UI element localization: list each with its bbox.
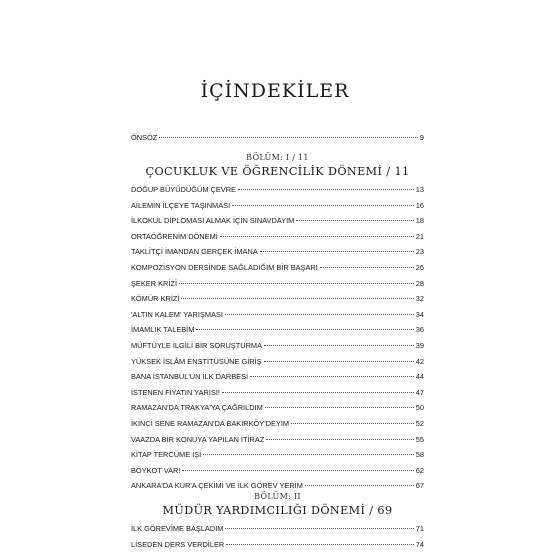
entry-page: 58 bbox=[415, 450, 424, 460]
dot-leader bbox=[265, 407, 414, 408]
toc-entry bbox=[131, 276, 424, 292]
toc-entry bbox=[131, 463, 424, 479]
dot-leader bbox=[203, 454, 414, 455]
dot-leader bbox=[250, 376, 414, 377]
dot-leader bbox=[179, 283, 414, 284]
section-label: BÖLÜM: II bbox=[254, 492, 301, 501]
page-title: İÇİNDEKİLER bbox=[200, 80, 350, 102]
dot-leader bbox=[264, 345, 414, 346]
entry-title: DOĞUP BÜYÜDÜĞÜM ÇEVRE bbox=[131, 185, 236, 194]
entry-page: 34 bbox=[415, 309, 424, 319]
entry-title: BOYKOT VAR! bbox=[131, 465, 181, 475]
entry-page: 44 bbox=[415, 372, 424, 382]
entry-title: VAAZDA BİR KONUYA YAPILAN İTİRAZ bbox=[131, 434, 265, 444]
toc-entry bbox=[131, 354, 424, 370]
section-heading: MÜDÜR YARDIMCILIĞI DÖNEMİ / 69 bbox=[162, 504, 393, 517]
section-entries bbox=[131, 521, 424, 552]
entry-title: ŞEKER KRİZİ bbox=[131, 278, 177, 288]
toc-entry bbox=[131, 198, 424, 214]
entry-page: 13 bbox=[415, 185, 424, 194]
dot-leader bbox=[226, 544, 414, 545]
toc-entry bbox=[131, 385, 424, 401]
toc-entry bbox=[131, 416, 424, 432]
toc-entry bbox=[131, 369, 424, 385]
dot-leader bbox=[222, 392, 414, 393]
dot-leader bbox=[220, 236, 414, 237]
toc-entry bbox=[131, 338, 424, 354]
entry-title: KÖMÜR KRİZİ bbox=[131, 294, 180, 304]
section-2 bbox=[131, 491, 424, 552]
toc-entry bbox=[131, 260, 424, 276]
toc-entry bbox=[131, 307, 424, 323]
entry-title: RAMAZAN'DA TRAKYA'YA ÇAĞRILDIM bbox=[131, 403, 263, 413]
entry-title: 'ALTIN KALEM' YARIŞMASI bbox=[131, 309, 223, 319]
dot-leader bbox=[181, 298, 413, 299]
dot-leader bbox=[182, 470, 413, 471]
entry-title: ANKARA'DA KUR'A ÇEKİMİ VE İLK GÖREV YERİM bbox=[131, 481, 303, 491]
section-heading: ÇOCUKLUK VE ÖĞRENCİLİK DÖNEMİ / 11 bbox=[145, 165, 410, 178]
toc-entry bbox=[131, 291, 424, 307]
entry-page: 67 bbox=[415, 481, 424, 491]
section-label: BÖLÜM: I / 11 bbox=[246, 153, 309, 162]
entry-title: İLKOKUL DİPLOMASI ALMAK İÇİN SINAVDAYIM bbox=[131, 216, 295, 226]
entry-page: 23 bbox=[415, 247, 424, 257]
preface-block bbox=[131, 130, 424, 146]
entry-title: İKİNCİ SENE RAMAZAN'DA BAKIRKÖY'DEYİM bbox=[131, 418, 290, 428]
toc-entry bbox=[131, 244, 424, 260]
entry-title: ÖNSÖZ bbox=[131, 133, 158, 142]
entry-page: 28 bbox=[415, 278, 424, 288]
entry-title: ORTAÖĞRENİM DÖNEMİ bbox=[131, 231, 218, 241]
dot-leader bbox=[238, 189, 414, 190]
toc-entry-preface bbox=[131, 130, 424, 146]
dot-leader bbox=[305, 485, 414, 486]
dot-leader bbox=[225, 528, 413, 529]
entry-page: 18 bbox=[415, 216, 424, 226]
dot-leader bbox=[232, 205, 414, 206]
toc-entry bbox=[131, 229, 424, 245]
dot-leader bbox=[260, 251, 414, 252]
toc-entry bbox=[131, 400, 424, 416]
entry-page: 55 bbox=[415, 434, 424, 444]
entry-page: 71 bbox=[415, 524, 424, 533]
dot-leader bbox=[296, 220, 413, 221]
dot-leader bbox=[159, 137, 418, 138]
entry-page: 42 bbox=[415, 356, 424, 366]
entry-page: 52 bbox=[415, 418, 424, 428]
entry-page: 21 bbox=[415, 231, 424, 241]
entry-title: İMAMLIK TALEBİM bbox=[131, 325, 195, 335]
entry-page: 62 bbox=[415, 465, 424, 475]
dot-leader bbox=[225, 314, 414, 315]
entry-page: 50 bbox=[415, 403, 424, 413]
dot-leader bbox=[266, 439, 413, 440]
entry-title: MÜFTÜYLE İLGİLİ BİR SORUŞTURMA bbox=[131, 340, 262, 350]
entry-title: İLK GÖREVİME BAŞLADIM bbox=[131, 524, 224, 533]
entry-title: YÜKSEK İSLÂM ENSTİTÜSÜNE GİRİŞ bbox=[131, 356, 262, 366]
section-1 bbox=[131, 152, 424, 494]
entry-page: 26 bbox=[415, 262, 424, 272]
toc-entry bbox=[131, 322, 424, 338]
entry-page: 16 bbox=[415, 200, 424, 210]
entry-title: AİLEMİN İLÇEYE TAŞINMASI bbox=[131, 200, 231, 210]
entry-title: İSTENEN FİYATIN YARISI! bbox=[131, 387, 220, 397]
entry-title: KİTAP TERCÜME İŞİ bbox=[131, 450, 202, 460]
entry-title: TAKLİTÇİ İMANDAN GERÇEK İMANA bbox=[131, 247, 258, 257]
dot-leader bbox=[291, 423, 414, 424]
toc-entry bbox=[131, 447, 424, 463]
entry-title: LİSEDEN DERS VERDİLER bbox=[131, 539, 225, 549]
entry-title: KOMPOZİSYON DERSİNDE SAĞLADIĞIM BİR BAŞARI bbox=[131, 262, 318, 272]
dot-leader bbox=[264, 361, 414, 362]
entry-page: 36 bbox=[415, 325, 424, 335]
toc-entry bbox=[131, 432, 424, 448]
entry-page: 9 bbox=[419, 133, 424, 142]
entry-page: 39 bbox=[415, 340, 424, 350]
toc-entry bbox=[131, 521, 424, 537]
toc-entry bbox=[131, 213, 424, 229]
entry-page: 32 bbox=[415, 294, 424, 304]
section-entries bbox=[131, 182, 424, 494]
toc-entry bbox=[131, 182, 424, 198]
entry-page: 74 bbox=[415, 539, 424, 549]
entry-title: BANA İSTANBUL'UN İLK DARBESİ bbox=[131, 372, 249, 382]
entry-page: 47 bbox=[415, 387, 424, 397]
dot-leader bbox=[196, 329, 413, 330]
dot-leader bbox=[320, 267, 414, 268]
